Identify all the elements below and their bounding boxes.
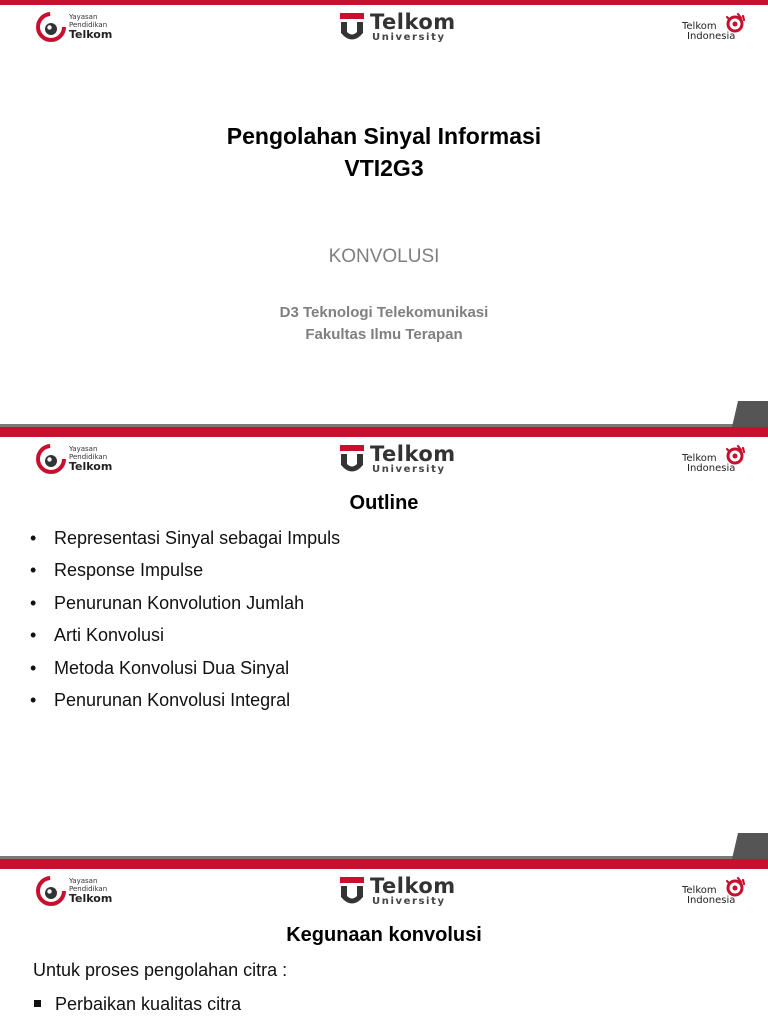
slide-3 (0, 864, 768, 1024)
ypt-logo-line2: Pendidikan (69, 21, 108, 29)
yayasan-pendidikan-telkom-logo (36, 10, 126, 50)
list-item: • Response Impulse (30, 560, 204, 581)
ypt-logo-line3: Telkom (69, 28, 113, 41)
telkom-indonesia-logo-line1: Telkom (682, 21, 717, 32)
square-bullet-icon (34, 1000, 41, 1007)
telkom-indonesia-logo-line2: Indonesia (687, 463, 736, 474)
telkom-university-emblem-icon (338, 444, 366, 476)
ypt-emblem-icon (36, 12, 66, 42)
slide-1-dept-line2: Fakultas Ilmu Terapan (305, 326, 463, 343)
telkom-university-emblem-icon (338, 876, 366, 908)
slide-1-title-line2: VTI2G3 (344, 155, 424, 181)
ypt-logo-line2: Pendidikan (69, 453, 108, 461)
telkom-university-logo (338, 444, 458, 478)
slide-footer (0, 404, 768, 432)
slide-3-intro: Untuk proses pengolahan citra : (33, 960, 288, 980)
slide-top-bar (0, 864, 768, 869)
ypt-logo-line1: Yayasan (69, 877, 98, 885)
bullet-icon: • (30, 528, 37, 548)
telkom-university-logo (338, 12, 458, 46)
ypt-emblem-icon (36, 444, 66, 474)
list-item: • Representasi Sinyal sebagai Impuls (30, 528, 341, 548)
telkom-university-logo-word: Telkom (370, 10, 456, 34)
slide-1-subtitle: KONVOLUSI (328, 246, 440, 267)
telkom-indonesia-logo-line2: Indonesia (687, 31, 736, 42)
yayasan-pendidikan-telkom-logo (36, 874, 126, 914)
telkom-university-logo-word: Telkom (370, 442, 456, 466)
bullet-icon: • (30, 657, 37, 678)
slide-top-bar (0, 0, 768, 5)
telkom-university-logo-sub: University (372, 896, 446, 907)
telkom-indonesia-logo (682, 444, 754, 478)
bullet-icon: • (30, 560, 37, 581)
list-item: • Penurunan Konvolusi Integral (30, 689, 291, 710)
ypt-logo-line2: Pendidikan (69, 885, 108, 893)
ypt-logo-line1: Yayasan (69, 445, 98, 453)
telkom-indonesia-logo (682, 876, 754, 910)
list-item: • Metoda Konvolusi Dua Sinyal (30, 657, 290, 678)
telkom-university-logo-word: Telkom (370, 874, 456, 898)
footer-corner-tab-icon (732, 399, 768, 427)
telkom-university-logo (338, 876, 458, 910)
slide-top-bar (0, 432, 768, 437)
telkom-indonesia-swirl-icon (722, 12, 748, 34)
list-item: • Arti Konvolusi (30, 625, 165, 646)
ypt-emblem-icon (36, 876, 66, 906)
slide-1-title-line1: Pengolahan Sinyal Informasi (226, 123, 542, 149)
footer-corner-tab-icon (732, 831, 768, 859)
bullet-icon: • (30, 625, 37, 646)
list-item: • Penurunan Konvolution Jumlah (30, 592, 305, 613)
ypt-logo-line3: Telkom (69, 460, 113, 473)
telkom-indonesia-logo-line2: Indonesia (687, 895, 736, 906)
slide-1-dept-line1: D3 Teknologi Telekomunikasi (279, 304, 489, 321)
slide-1 (0, 0, 768, 432)
list-item: Perbaikan kualitas citra (33, 992, 241, 1016)
kegunaan-list (33, 992, 241, 1016)
slide-3-title: Kegunaan konvolusi (286, 924, 482, 946)
slide-2 (0, 432, 768, 864)
slide-2-title: Outline (349, 492, 419, 514)
telkom-university-emblem-icon (338, 12, 366, 44)
telkom-indonesia-swirl-icon (722, 876, 748, 898)
telkom-indonesia-logo (682, 12, 754, 46)
bullet-icon: • (30, 592, 37, 613)
yayasan-pendidikan-telkom-logo (36, 442, 126, 482)
telkom-indonesia-logo-line1: Telkom (682, 453, 717, 464)
outline-list (30, 526, 340, 720)
telkom-indonesia-swirl-icon (722, 444, 748, 466)
slide-footer (0, 836, 768, 864)
bullet-icon: • (30, 689, 37, 710)
telkom-university-logo-sub: University (372, 32, 446, 43)
telkom-indonesia-logo-line1: Telkom (682, 885, 717, 896)
ypt-logo-line3: Telkom (69, 892, 113, 905)
telkom-university-logo-sub: University (372, 464, 446, 475)
ypt-logo-line1: Yayasan (69, 13, 98, 21)
